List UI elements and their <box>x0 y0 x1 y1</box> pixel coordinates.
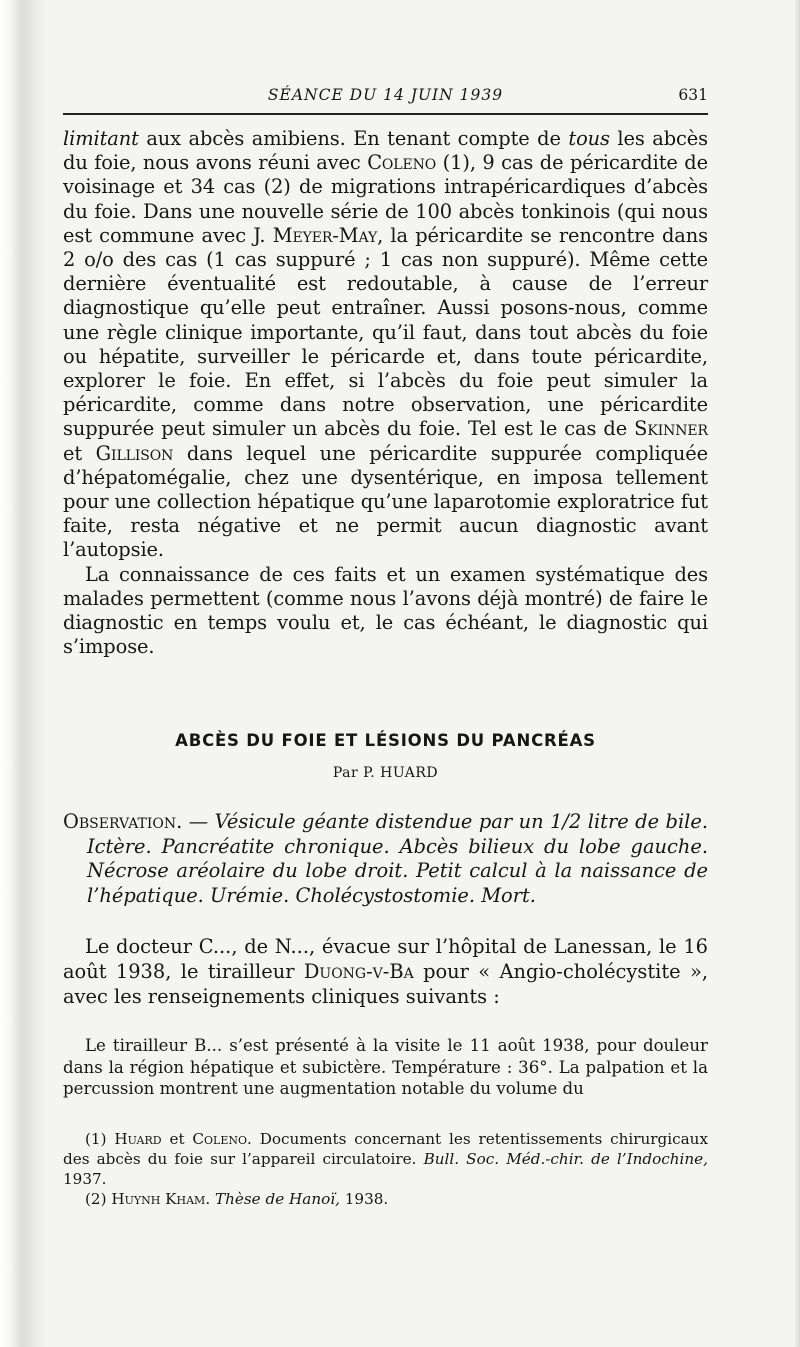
text-run: Le docteur C..., de N..., évacue sur l’hôpital de Lanessan, le 16 août 1938, le tirailleur <box>63 935 708 983</box>
footnote-marker: (2) <box>85 1190 112 1208</box>
observation-summary <box>63 810 708 908</box>
text-run: 1938. <box>339 1190 389 1208</box>
thesis-title: Thèse de Hanoï, <box>214 1190 340 1208</box>
paragraph-conclusion: La connaissance de ces faits et un examen systématique des malades permettent (comme nous l’avons déjà montré) de faire le diagnostic en temps voulu et, le cas échéant, le diagnostic qui s’impose. <box>63 562 708 659</box>
text-run: , la péricardite se rencontre dans 2 o/o des cas (1 cas suppuré ; 1 cas non suppuré). Même cette dernière éventualité est redoutable, à cause de l’erreur diagnostique qu’elle peut entraîner. Aussi posons-nous, comme une règle clinique importante, qu’il faut, dans tout abcès du foie ou hépatite, surveiller le péricarde et, dans toute péricardite, explorer le foie. En effet, si l’abcès du foie peut simuler la péricardite, comme dans notre observation, une péricardite suppurée peut simuler un abcès du foie. Tel est le cas de <box>63 223 708 441</box>
text-run: . <box>205 1190 215 1208</box>
observation-dash: — <box>182 810 215 833</box>
header-rule <box>63 113 708 115</box>
text-run: et <box>161 1130 193 1148</box>
author-name: Huynh Kham <box>111 1190 206 1208</box>
author-name: Gillison <box>95 441 174 465</box>
observation-label: Observation. <box>63 810 183 833</box>
page-edge <box>794 0 800 1347</box>
running-title: SÉANCE DU 14 JUIN 1939 <box>267 86 504 104</box>
text-run: pour « Angio-cholécystite », avec les renseignements cliniques suivants : <box>63 960 708 1008</box>
text-run: les abcès du foie, nous avons réuni avec <box>63 127 709 175</box>
author-name: Coleno <box>367 151 437 175</box>
text-run: et <box>63 441 96 465</box>
text-run: 1937. <box>63 1170 107 1188</box>
footnotes <box>63 1129 708 1209</box>
footnote-marker: (1) <box>85 1130 115 1148</box>
text-run: aux abcès amibiens. En tenant compte de <box>138 127 569 150</box>
observation-text: Vésicule géante distendue par un 1/2 litre de bile. Ictère. Pancréatite chronique. Abcès bilieux du lobe gauche. Nécrose aréolaire du lobe droit. Petit calcul à la naissance de l’hépatique. Urémie. Cholécystostomie. Mort. <box>87 810 709 907</box>
footnote-2 <box>63 1189 708 1209</box>
emphasis: limitant <box>63 127 139 150</box>
continued-text <box>63 127 708 659</box>
book-spine-shadow <box>0 0 46 1347</box>
patient-name: Duong-v-Ba <box>303 960 414 983</box>
paragraph-continuation <box>63 127 708 563</box>
running-header <box>63 86 708 112</box>
text-run: dans lequel une péricardite suppurée compliquée d’hépatomégalie, chez une dysentérique, en imposa tellement pour une collection hépatique qu’une laparotomie exploratrice fut faite, resta négative et ne permit aucun diagnostic avant l’autopsie. <box>63 441 708 562</box>
article-byline: Par P. HUARD <box>332 765 439 781</box>
article-title: ABCÈS DU FOIE ET LÉSIONS DU PANCRÉAS <box>175 731 596 750</box>
footnote-1 <box>63 1129 708 1189</box>
text-run: . Documents concernant les retentissements chirurgicaux des abcès du foie sur l’appareil circulatoire. <box>63 1130 709 1168</box>
journal-title: Bull. Soc. Méd.-chir. de l’Indochine, <box>423 1150 708 1168</box>
emphasis: tous <box>568 127 610 150</box>
author-name: Coleno <box>192 1130 248 1148</box>
text-run: (1), 9 cas de péricardite de voisinage et 34 cas (2) de migrations intrapéricardiques d’abcès du foie. Dans une nouvelle série de 100 abcès tonkinois (qui nous est commune avec J. <box>63 151 708 247</box>
page-number: 631 <box>678 86 708 104</box>
author-name: Huard <box>114 1130 162 1148</box>
author-name: Skinner <box>634 417 708 441</box>
paragraph-intro <box>63 934 708 1009</box>
author-name: Meyer-May <box>272 223 378 247</box>
paragraph-clinical-report: Le tirailleur B... s’est présenté à la visite le 11 août 1938, pour douleur dans la région hépatique et subictère. Température : 36°. La palpation et la percussion montrent une augmentation notable du volume du <box>63 1036 708 1098</box>
